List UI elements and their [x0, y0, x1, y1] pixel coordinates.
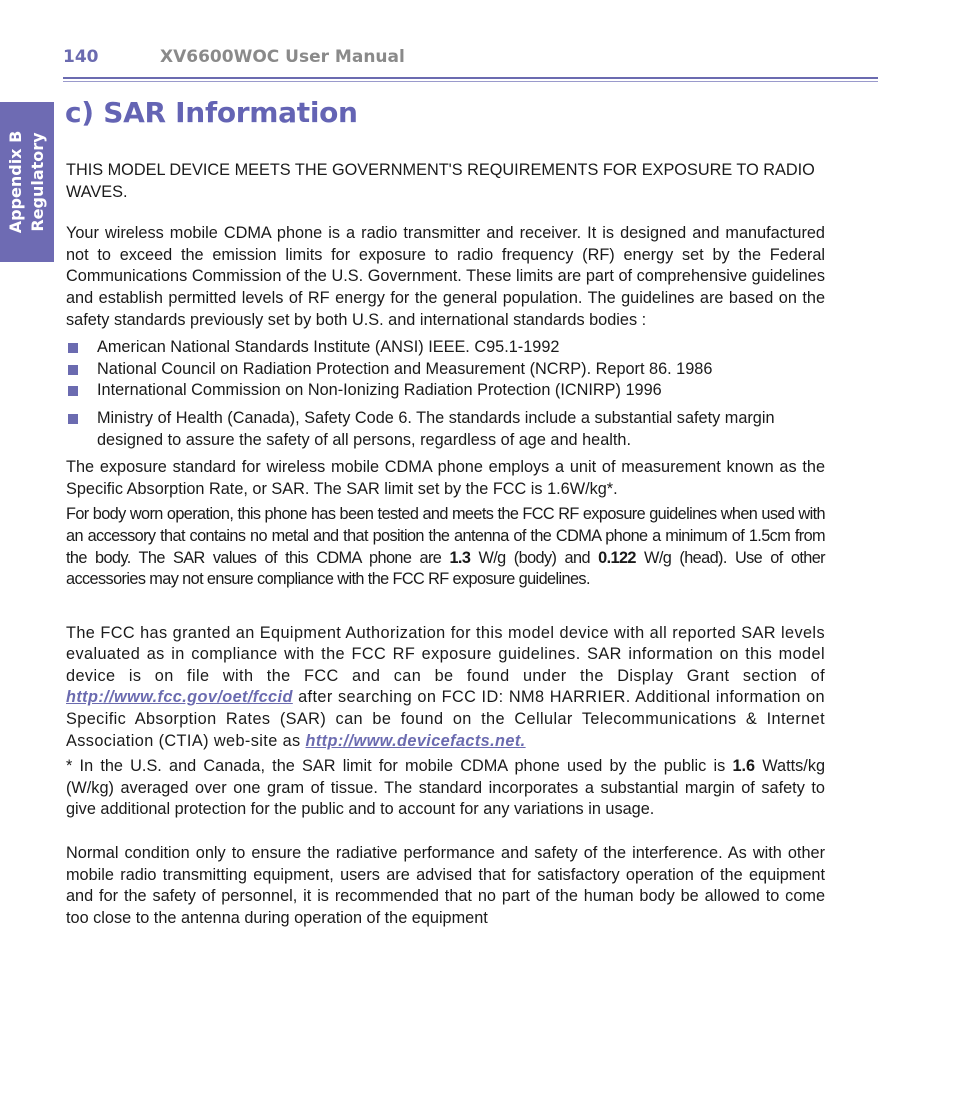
list-item-text: National Council on Radiation Protection and Measurement (NCRP). Report 86. 1986	[97, 359, 713, 378]
square-bullet-icon	[68, 414, 78, 424]
side-tab-appendix	[0, 102, 54, 262]
sar-limit-value: 1.6	[732, 757, 756, 776]
body-worn-paragraph	[66, 504, 825, 590]
exposure-standard-paragraph: The exposure standard for wireless mobile CDMA phone employs a unit of measurement known as the Specific Absorption Rate, or SAR. The SAR limit set by the FCC is 1.6W/kg*.	[66, 458, 825, 498]
square-bullet-icon	[68, 365, 78, 375]
body-content	[66, 160, 825, 929]
square-bullet-icon	[68, 343, 78, 353]
sar-head-value: 0.122	[598, 548, 636, 567]
normal-condition-paragraph: Normal condition only to ensure the radiative performance and safety of the interference. As with other mobile radio transmitting equipment, users are advised that for satisfactory operation of the equipment and for the safety of personnel, it is recommended that no part of the human body be allowed to come too close to the antenna during operation of the equipment	[66, 844, 825, 927]
fcc-text-1: The FCC has granted an Equipment Authorization for this model device with all reported SAR levels evaluated as in compliance with the FCC RF exposure guidelines. SAR information on this model device is on file with the FCC and can be found under the Display Grant section of	[66, 623, 825, 685]
list-item-text: American National Standards Institute (ANSI) IEEE. C95.1-1992	[97, 338, 560, 357]
side-tab-line-2: Regulatory	[28, 132, 47, 232]
header-rule-thin	[63, 81, 878, 82]
rf-paragraph: Your wireless mobile CDMA phone is a radio transmitter and receiver. It is designed and manufactured not to exceed the emission limits for exposure to radio frequency (RF) energy set by the Federal Communications Commission of the U.S. Government. These limits are part of comprehensive guidelines and establish permitted levels of RF energy for the general population. The guidelines are based on the safety standards previously set by both U.S. and international standards bodies :	[66, 224, 825, 329]
page-header	[0, 0, 954, 90]
list-item	[66, 408, 825, 451]
sar-body-value: 1.3	[449, 548, 471, 567]
footnote-text-2: Watts/kg (W/kg) averaged over one gram of tissue. The standard incorporates a substantial margin of safety to give additional protection for the public and to account for any variations in usage.	[66, 757, 826, 819]
list-item	[66, 337, 825, 359]
body-worn-text-2: W/g (body) and	[470, 548, 599, 567]
standards-list	[66, 337, 825, 451]
square-bullet-icon	[68, 386, 78, 396]
fcc-authorization-paragraph	[66, 623, 825, 753]
list-item-text: International Commission on Non-Ionizing Radiation Protection (ICNIRP) 1996	[97, 381, 662, 400]
body-worn-text-1: For body worn operation, this phone has been tested and meets the FCC RF exposure guidelines when used with an accessory that contains no metal and that position the antenna of the CDMA phone a minimum of 1.5cm from the body. The SAR values of this CDMA phone are	[66, 505, 825, 567]
side-tab-line-1: Appendix B	[6, 130, 25, 234]
body-worn-text-3: W/g (head). Use of other accessories may not ensure compliance with the FCC RF exposure guidelines.	[66, 548, 825, 589]
header-rule	[63, 77, 878, 79]
page-number: 140	[63, 47, 99, 67]
list-item	[66, 359, 825, 381]
devicefacts-link[interactable]: http://www.devicefacts.net.	[305, 731, 526, 750]
manual-title: XV6600WOC User Manual	[160, 47, 405, 67]
fcc-id-link[interactable]: http://www.fcc.gov/oet/fccid	[66, 688, 293, 707]
footnote-text-1: * In the U.S. and Canada, the SAR limit for mobile CDMA phone used by the public is	[66, 757, 733, 776]
side-tab-label	[5, 131, 49, 234]
intro-caps-paragraph: THIS MODEL DEVICE MEETS THE GOVERNMENT'S REQUIREMENTS FOR EXPOSURE TO RADIO WAVES.	[66, 161, 815, 201]
list-item-text: Ministry of Health (Canada), Safety Code 6. The standards include a substantial safety margin designed to assure the safety of all persons, regardless of age and health.	[97, 408, 775, 449]
list-item	[66, 380, 825, 402]
fcc-text-2: after searching on FCC ID: NM8 HARRIER. Additional information on Specific Absorption Rates (SAR) can be found on the Cellular Telecommunications & Internet Association (CTIA) web-site as	[66, 688, 825, 750]
sar-limit-footnote	[66, 756, 825, 821]
section-title: c) SAR Information	[65, 96, 358, 129]
